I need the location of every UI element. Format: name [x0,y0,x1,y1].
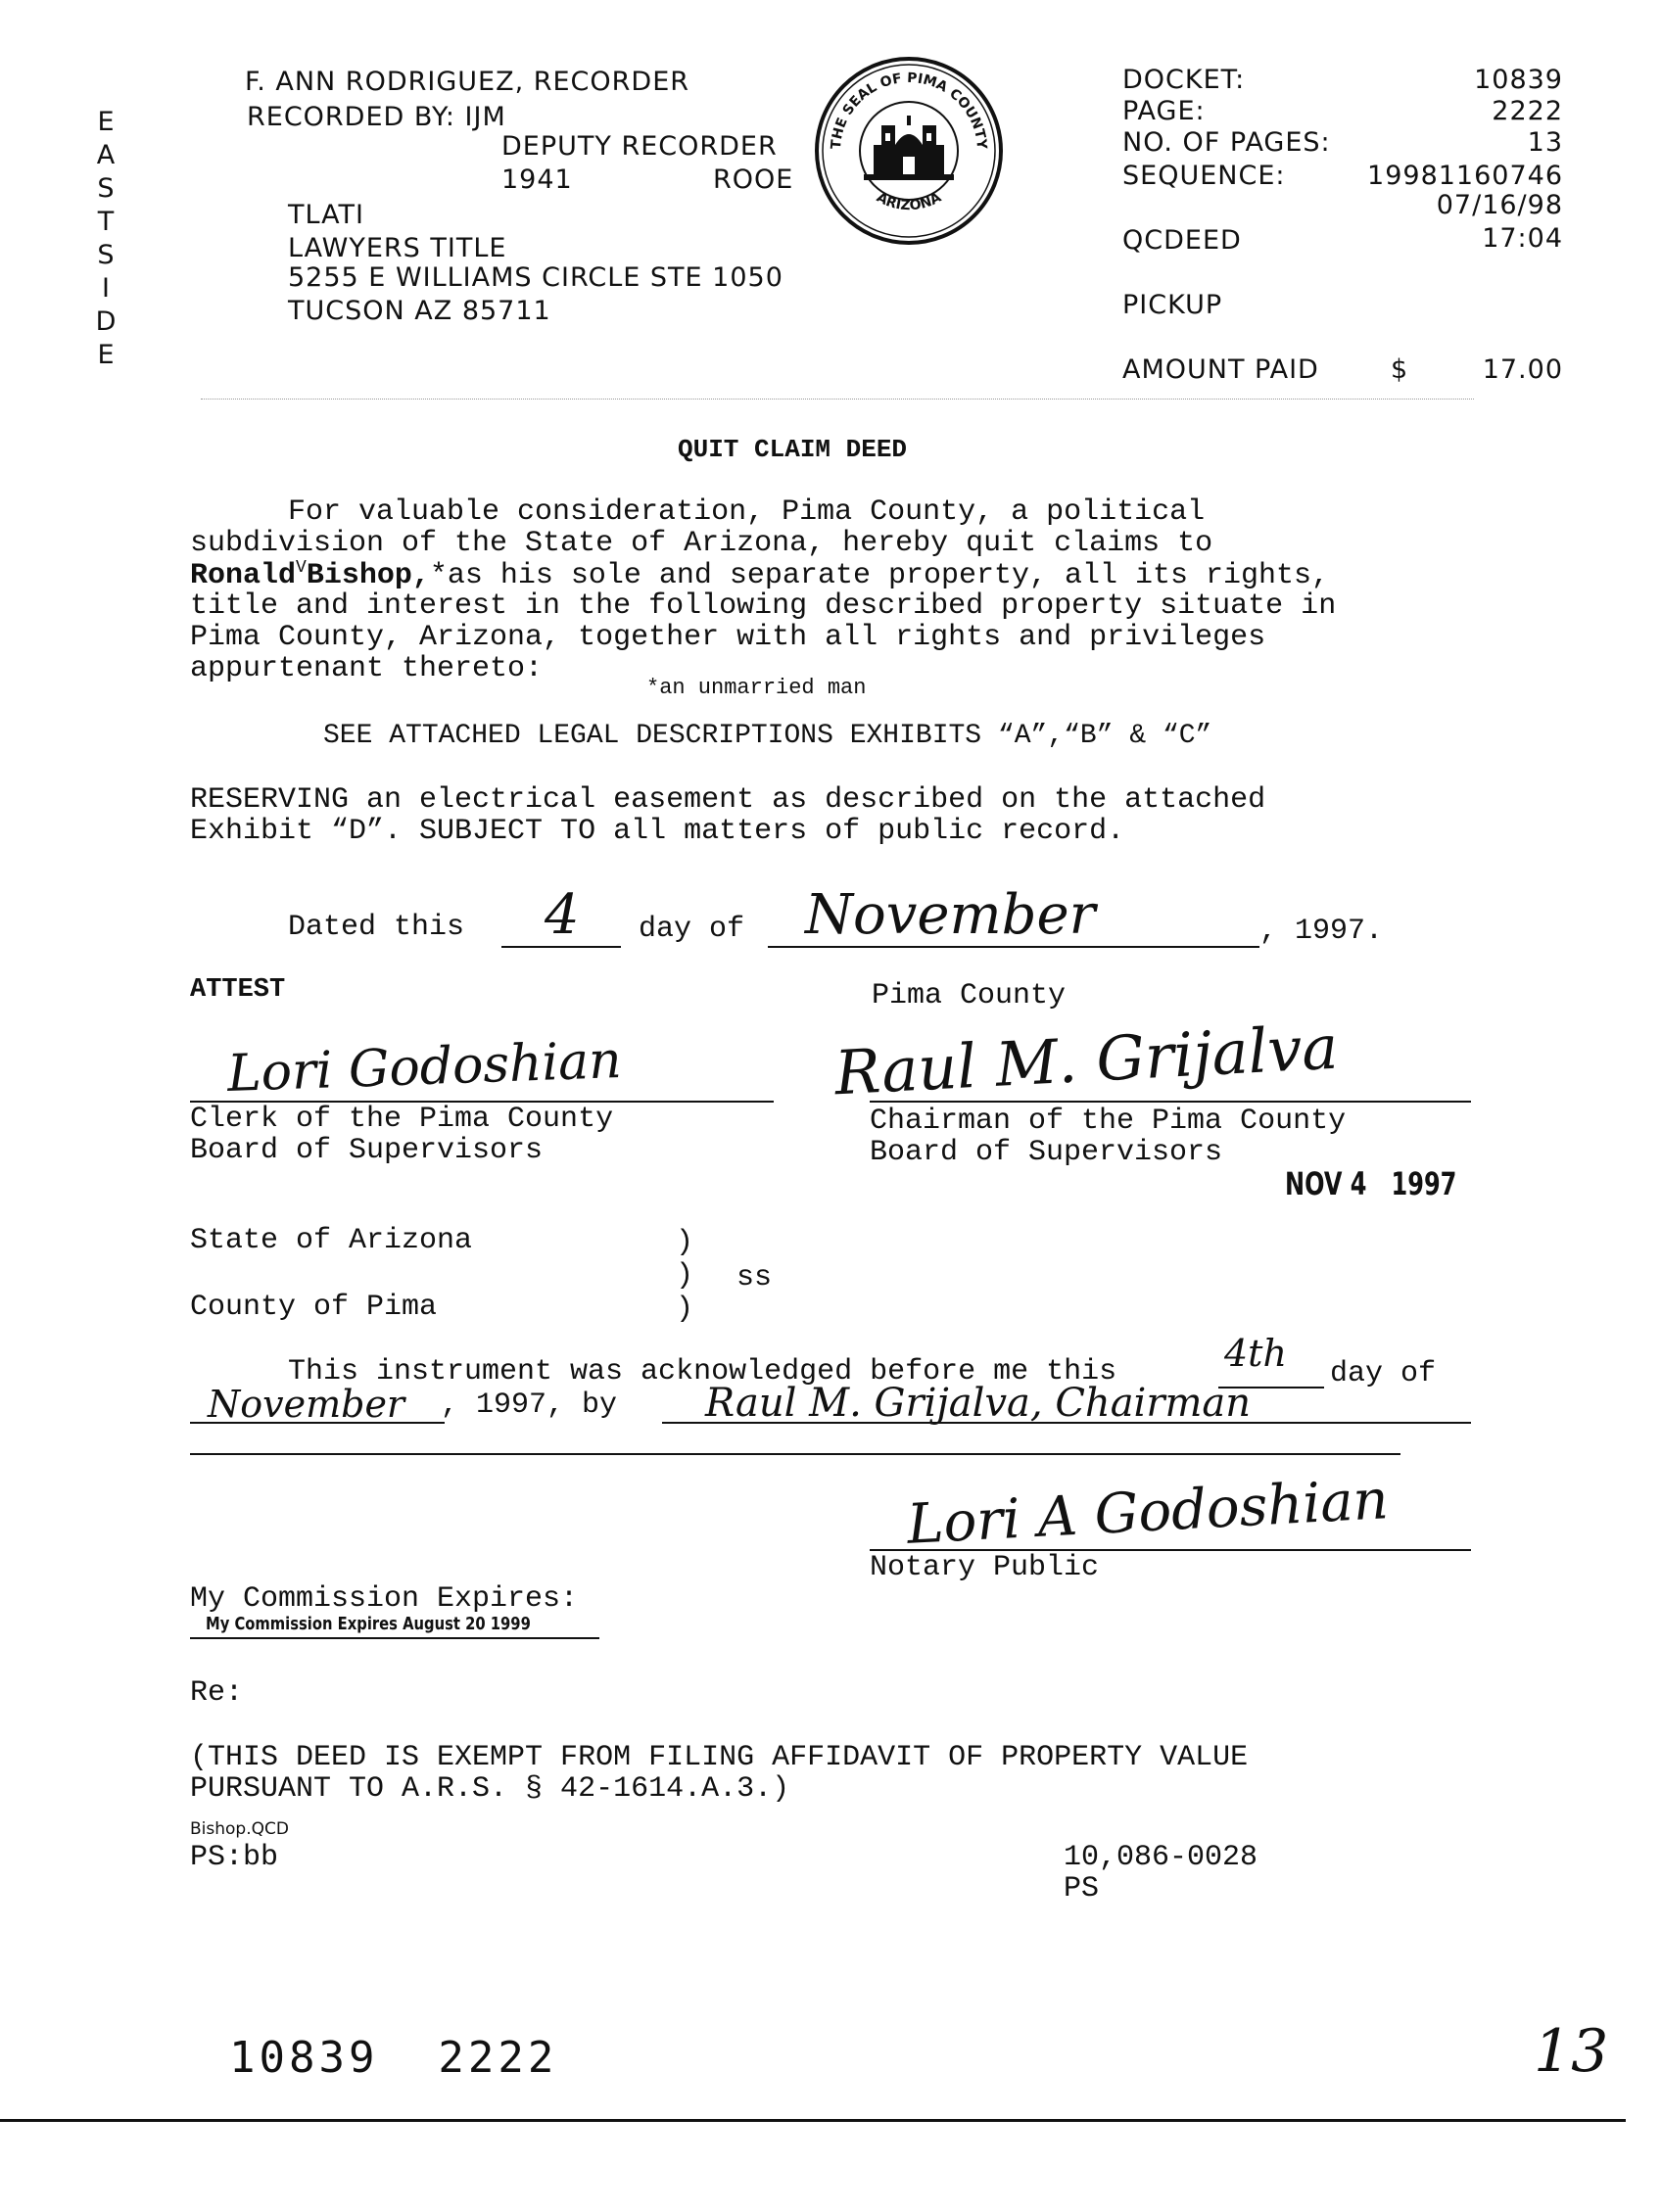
return-code: TLATI [288,200,364,230]
exempt-line: PURSUANT TO A.R.S. § 42-1614.A.3.) [190,1772,790,1806]
deed-para-line: For valuable consideration, Pima County, a political [288,495,1206,529]
return-name: LAWYERS TITLE [288,233,507,263]
amount-value: 17.00 [1482,354,1563,385]
attest-label: ATTEST [190,975,286,1005]
venue-state: State of Arizona [190,1224,473,1257]
seal-top-text: THE SEAL OF PIMA COUNTY [828,70,990,150]
initials: PS:bb [190,1841,279,1874]
venue-ss: ss [736,1261,773,1294]
venue-paren: ) [676,1293,694,1326]
file-name: Bishop.QCD [190,1819,289,1839]
pages-value: 13 [1527,127,1563,158]
docket-label: DOCKET: [1122,65,1246,95]
dated-month-handwritten: November [805,883,1096,947]
reserving-line: RESERVING an electrical easement as described on the attached [190,783,1266,817]
ack-line: This instrument was acknowledged before me this [288,1355,1117,1388]
venue-county: County of Pima [190,1291,438,1324]
stamp-letter: T [97,207,115,237]
venue-paren: ) [676,1259,694,1293]
deed-title: QUIT CLAIM DEED [678,435,908,464]
dated-mid: day of [639,913,745,946]
return-city: TUCSON AZ 85711 [288,296,551,326]
ack-by-handwritten: Raul M. Grijalva, Chairman [705,1381,1251,1426]
grantee-rest: *as his sole and separate property, all its rights, [429,559,1330,592]
clerk-title-2: Board of Supervisors [190,1134,544,1167]
deed-para-line-grantee [190,558,1329,592]
eastside-margin-stamp [94,106,118,372]
commission-label: My Commission Expires: [190,1582,579,1616]
re-label: Re: [190,1676,244,1710]
pima-county-label: Pima County [872,979,1067,1012]
commission-stamp: My Commission Expires August 20 1999 [206,1614,531,1634]
ack-month-handwritten: November [208,1383,405,1426]
pages-label: NO. OF PAGES: [1122,127,1331,158]
sequence-value: 19981160746 [1367,161,1563,191]
pickup: PICKUP [1122,290,1223,320]
ack-year: , 1997, by [441,1388,618,1422]
grantee-insert: V [296,558,307,578]
chairman-title-2: Board of Supervisors [870,1136,1223,1169]
page-label: PAGE: [1122,96,1206,126]
notary-label: Notary Public [870,1551,1100,1584]
bottom-rule [0,2119,1626,2122]
currency-symbol: $ [1391,354,1409,385]
stamp-letter: D [95,306,117,337]
date-stamp: NOV 4 1997 [1285,1165,1457,1202]
header-divider [201,399,1474,400]
grantee-footnote: *an unmarried man [646,676,867,700]
dated-day-handwritten: 4 [545,883,580,947]
reference-number: 10,086-0028 [1064,1841,1258,1874]
stamp-letter: E [97,340,115,370]
document-type: QCDEED [1122,225,1242,256]
deed-para-line: appurtenant thereto: [190,652,544,685]
reference-initials: PS [1064,1872,1100,1906]
stamp-letter: A [96,140,116,170]
page-count-handwritten: 13 [1534,2017,1609,2086]
chairman-title-1: Chairman of the Pima County [870,1105,1347,1138]
venue-paren: ) [676,1226,694,1259]
exhibits-line: SEE ATTACHED LEGAL DESCRIPTIONS EXHIBITS “A”,“B” & “C” [323,721,1212,751]
recorder-number: 1941 [501,165,573,195]
clerk-title-1: Clerk of the Pima County [190,1103,614,1136]
sequence-label: SEQUENCE: [1122,161,1286,191]
svg-text:ARIZONA [874,190,944,214]
chairman-signature-line [870,1101,1471,1103]
exempt-line: (THIS DEED IS EXEMPT FROM FILING AFFIDAVIT OF PROPERTY VALUE [190,1741,1249,1774]
notary-signature: Lori A Godoshian [905,1468,1391,1557]
chairman-signature: Raul M. Grijalva [832,1011,1340,1109]
pima-county-seal [813,55,1005,247]
deputy-recorder: DEPUTY RECORDER [501,131,778,162]
docket-value: 10839 [1474,65,1563,95]
commission-underline [190,1637,599,1639]
dated-prefix: Dated this [288,911,465,944]
docket-page-stamp: 10839 2222 [229,2033,558,2083]
recording-time: 17:04 [1482,223,1563,254]
recorder-code: ROOE [713,165,794,195]
stamp-letter: E [97,107,115,137]
recording-date: 07/16/98 [1436,190,1563,220]
clerk-signature: Lori Godoshian [226,1030,623,1105]
ack-day-handwritten: 4th [1224,1332,1287,1375]
recorded-by: RECORDED BY: IJM [247,102,506,132]
grantee-first: Ronald [190,559,297,592]
stamp-letter: S [97,173,115,204]
page-value: 2222 [1492,96,1563,126]
seal-bottom-text: ARIZONA [874,189,944,214]
reserving-line: Exhibit “D”. SUBJECT TO all matters of public record. [190,815,1125,848]
deed-para-line: Pima County, Arizona, together with all rights and privileges [190,621,1266,654]
grantee-last: Bishop, [306,559,430,592]
deed-para-line: title and interest in the following described property situate in [190,589,1337,623]
amount-label: AMOUNT PAID [1122,354,1319,385]
return-street: 5255 E WILLIAMS CIRCLE STE 1050 [288,262,783,293]
stamp-letter: I [102,273,110,304]
stamp-letter: S [97,240,115,270]
ack-day-of: day of [1330,1357,1437,1390]
deed-para-line: subdivision of the State of Arizona, hereby quit claims to [190,527,1213,560]
ack-second-line [190,1453,1400,1455]
dated-year: , 1997. [1259,915,1384,948]
recorder-name: F. ANN RODRIGUEZ, RECORDER [245,67,690,97]
